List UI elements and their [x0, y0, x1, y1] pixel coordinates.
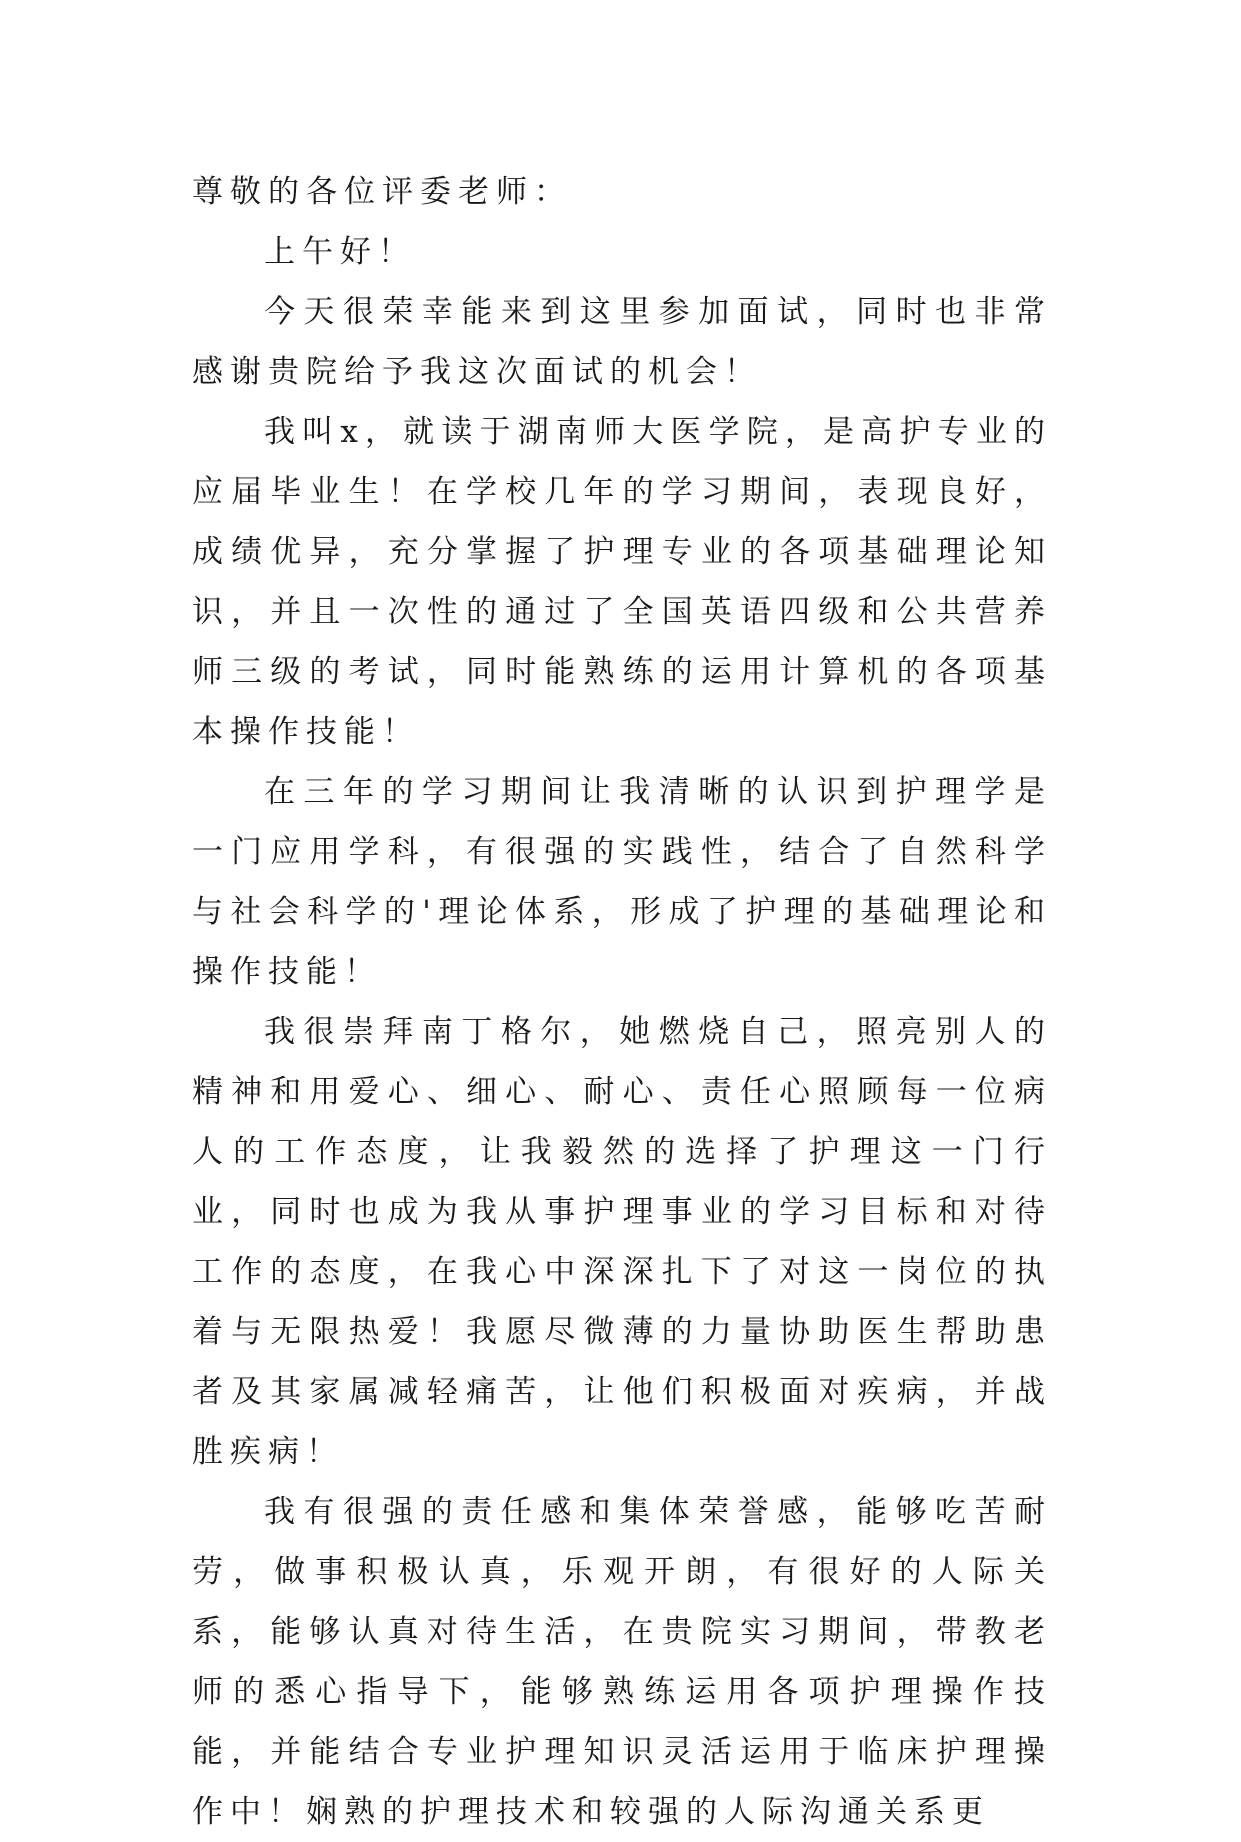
paragraph-thanks: 今天很荣幸能来到这里参加面试，同时也非常感谢贵院给予我这次面试的机会！	[192, 294, 1052, 390]
paragraph-strengths: 我有很强的责任感和集体荣誉感，能够吃苦耐劳，做事积极认真，乐观开朗，有很好的人际关系，能够认真对待生活，在贵院实习期间，带教老师的悉心指导下，能够熟练运用各项护理操作技能，并能结合专业护理知识灵活运用于临床护理操作中！娴熟的护理技术和较强的人际沟通关系更	[192, 1494, 1052, 1830]
paragraph-greeting: 上午好！	[264, 234, 416, 270]
document-body	[192, 162, 1052, 1842]
paragraph-motivation: 我很崇拜南丁格尔，她燃烧自己，照亮别人的精神和用爱心、细心、耐心、责任心照顾每一位病人的工作态度，让我毅然的选择了护理这一门行业，同时也成为我从事护理事业的学习目标和对待工作的态度，在我心中深深扎下了对这一岗位的执着与无限热爱！我愿尽微薄的力量协助医生帮助患者及其家属减轻痛苦，让他们积极面对疾病，并战胜疾病！	[192, 1014, 1052, 1470]
salutation: 尊敬的各位评委老师：	[192, 174, 572, 210]
paragraph-study: 在三年的学习期间让我清晰的认识到护理学是一门应用学科，有很强的实践性，结合了自然科学与社会科学的'理论体系，形成了护理的基础理论和操作技能！	[192, 774, 1052, 990]
paragraph-introduction: 我叫x，就读于湖南师大医学院，是高护专业的应届毕业生！在学校几年的学习期间，表现良好，成绩优异，充分掌握了护理专业的各项基础理论知识，并且一次性的通过了全国英语四级和公共营养师三级的考试，同时能熟练的运用计算机的各项基本操作技能！	[192, 414, 1052, 750]
